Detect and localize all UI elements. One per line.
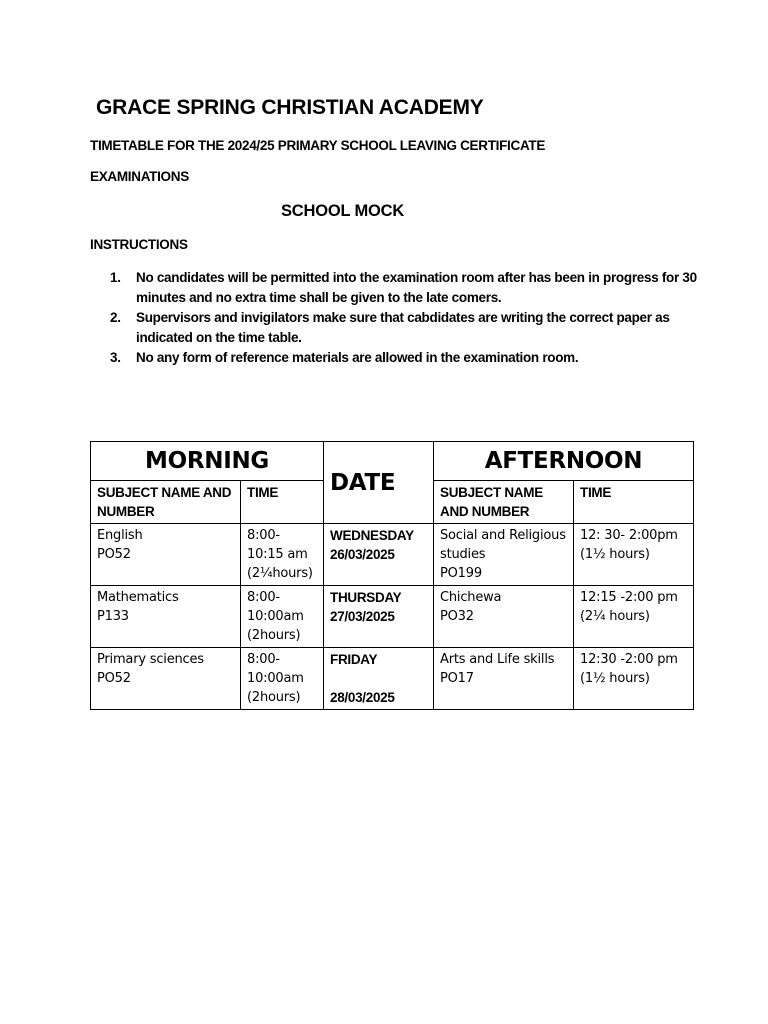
subject-code: PO52	[97, 547, 131, 562]
afternoon-subject-cell	[434, 524, 574, 586]
duration: (2hours)	[247, 690, 301, 705]
exam-timetable	[90, 441, 694, 710]
morning-subject-cell	[91, 524, 241, 586]
duration: (2¼ hours)	[580, 609, 650, 624]
instruction-text: Supervisors and invigilators make sure that cabdidates are writing the correct paper as indicated on the time table.	[136, 310, 670, 345]
instruction-text: No any form of reference materials are allowed in the examination room.	[136, 350, 579, 365]
instructions-list	[110, 268, 700, 368]
instructions-heading: INSTRUCTIONS	[90, 237, 188, 252]
subject-code: PO17	[440, 671, 474, 686]
subject-code: P133	[97, 609, 129, 624]
subject-name: Arts and Life skills	[440, 652, 555, 667]
afternoon-subject-cell	[434, 586, 574, 648]
instruction-item	[110, 348, 700, 368]
time-range: 12:30 -2:00 pm	[580, 652, 678, 667]
duration: (1½ hours)	[580, 671, 650, 686]
morning-time-cell	[241, 648, 324, 710]
morning-subject-cell	[91, 648, 241, 710]
subject-name: Mathematics	[97, 590, 179, 605]
subject-code: PO32	[440, 609, 474, 624]
table-row	[91, 586, 694, 648]
column-header-time-afternoon: TIME	[574, 481, 694, 524]
morning-time-cell	[241, 524, 324, 586]
table-row	[91, 524, 694, 586]
timetable-title-line-2: EXAMINATIONS	[90, 169, 189, 184]
afternoon-time-cell	[574, 586, 694, 648]
date-value: 26/03/2025	[330, 547, 395, 562]
time-range: 8:00- 10:00am	[247, 590, 304, 624]
afternoon-time-cell	[574, 648, 694, 710]
instruction-item	[110, 308, 700, 348]
duration: (2hours)	[247, 628, 301, 643]
instruction-number: 2.	[110, 310, 121, 325]
duration: (2¼hours)	[247, 566, 313, 581]
time-range: 8:00- 10:15 am	[247, 528, 308, 562]
exam-type-heading: SCHOOL MOCK	[281, 202, 405, 220]
subject-code: PO199	[440, 566, 482, 581]
column-header-subject-afternoon: SUBJECT NAME AND NUMBER	[434, 481, 574, 524]
subject-name: Chichewa	[440, 590, 502, 605]
day-name: WEDNESDAY	[330, 528, 414, 543]
morning-time-cell	[241, 586, 324, 648]
morning-subject-cell	[91, 586, 241, 648]
time-range: 8:00- 10:00am	[247, 652, 304, 686]
instruction-text: No candidates will be permitted into the examination room after has been in progress for 30 minutes and no extra time shall be given to the late comers.	[136, 270, 697, 305]
afternoon-time-cell	[574, 524, 694, 586]
table-heading-row	[91, 442, 694, 481]
date-value: 27/03/2025	[330, 609, 395, 624]
school-name: GRACE SPRING CHRISTIAN ACADEMY	[96, 96, 484, 119]
time-range: 12: 30- 2:00pm	[580, 528, 678, 543]
instruction-item	[110, 268, 700, 308]
date-cell	[324, 648, 434, 710]
date-heading: DATE	[324, 442, 434, 524]
instruction-number: 1.	[110, 270, 121, 285]
time-range: 12:15 -2:00 pm	[580, 590, 678, 605]
instruction-number: 3.	[110, 350, 121, 365]
column-header-time: TIME	[241, 481, 324, 524]
subject-name: Social and Religious studies	[440, 528, 566, 562]
day-name: FRIDAY	[330, 652, 378, 667]
afternoon-subject-cell	[434, 648, 574, 710]
timetable-title-line-1: TIMETABLE FOR THE 2024/25 PRIMARY SCHOOL LEAVING CERTIFICATE	[90, 138, 546, 153]
table-row	[91, 648, 694, 710]
day-name: THURSDAY	[330, 590, 402, 605]
date-value: 28/03/2025	[330, 690, 395, 705]
date-cell	[324, 524, 434, 586]
duration: (1½ hours)	[580, 547, 650, 562]
subject-code: PO52	[97, 671, 131, 686]
afternoon-heading: AFTERNOON	[434, 442, 694, 481]
date-cell	[324, 586, 434, 648]
morning-heading: MORNING	[91, 442, 324, 481]
column-header-subject: SUBJECT NAME AND NUMBER	[91, 481, 241, 524]
subject-name: Primary sciences	[97, 652, 204, 667]
subject-name: English	[97, 528, 143, 543]
